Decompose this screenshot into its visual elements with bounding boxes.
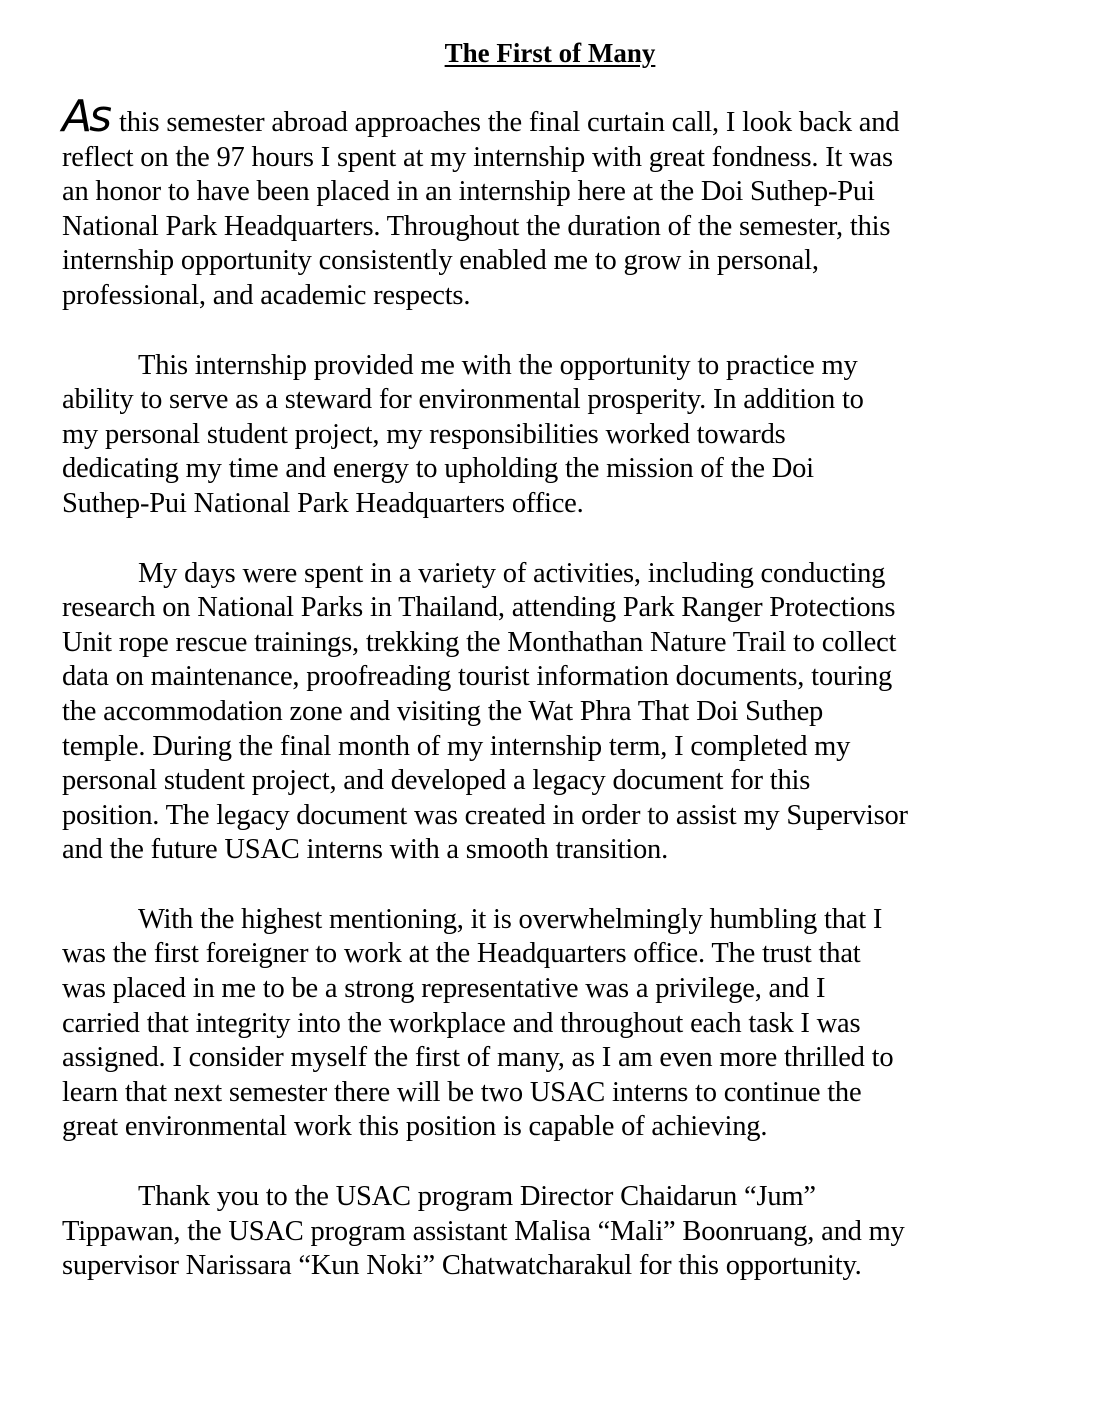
paragraph-line: internship opportunity consistently enabled me to grow in personal, <box>62 245 819 277</box>
paragraph-activities <box>62 557 1052 868</box>
paragraph-line: Suthep-Pui National Park Headquarters office. <box>62 487 584 519</box>
paragraph-line <box>62 91 1052 142</box>
paragraph-line: Thank you to the USAC program Director Chaidarun “Jum” <box>138 1181 816 1213</box>
paragraph-line: carried that integrity into the workplace and throughout each task I was <box>62 1007 861 1039</box>
document-body <box>62 91 1052 1319</box>
paragraph-line: National Park Headquarters. Throughout the duration of the semester, this <box>62 210 891 242</box>
paragraph-line: the accommodation zone and visiting the Wat Phra That Doi Suthep <box>62 695 824 727</box>
paragraph-line: temple. During the final month of my internship term, I completed my <box>62 730 851 762</box>
paragraph-line: My days were spent in a variety of activities, including conducting <box>138 557 886 589</box>
paragraph-line: With the highest mentioning, it is overwhelmingly humbling that I <box>138 903 883 935</box>
document-title: The First of Many <box>444 38 656 68</box>
paragraph-line: personal student project, and developed a legacy document for this <box>62 765 811 797</box>
paragraph-line: Tippawan, the USAC program assistant Malisa “Mali” Boonruang, and my <box>62 1215 905 1247</box>
paragraph-line: learn that next semester there will be two USAC interns to continue the <box>62 1076 862 1108</box>
paragraph-line: This internship provided me with the opportunity to practice my <box>138 349 858 381</box>
paragraph-line: my personal student project, my responsibilities worked towards <box>62 418 786 450</box>
paragraph-line: dedicating my time and energy to upholding the mission of the Doi <box>62 453 814 485</box>
paragraph-line: assigned. I consider myself the first of many, as I am even more thrilled to <box>62 1042 894 1074</box>
paragraph-thanks <box>62 1180 1052 1284</box>
paragraph-line: professional, and academic respects. <box>62 279 471 311</box>
paragraph-line: supervisor Narissara “Kun Noki” Chatwatcharakul for this opportunity. <box>62 1250 862 1282</box>
paragraph-intro <box>62 91 1052 314</box>
line-text: this semester abroad approaches the final curtain call, I look back and <box>119 107 900 138</box>
paragraph-first-foreigner <box>62 903 1052 1145</box>
paragraph-line: an honor to have been placed in an internship here at the Doi Suthep-Pui <box>62 176 875 208</box>
paragraph-line: great environmental work this position is capable of achieving. <box>62 1111 768 1143</box>
paragraph-steward <box>62 349 1052 522</box>
paragraph-line: was placed in me to be a strong representative was a privilege, and I <box>62 973 826 1005</box>
paragraph-line: reflect on the 97 hours I spent at my internship with great fondness. It was <box>62 141 893 173</box>
paragraph-line: and the future USAC interns with a smooth transition. <box>62 834 669 866</box>
paragraph-line: ability to serve as a steward for environmental prosperity. In addition to <box>62 384 864 416</box>
paragraph-line: position. The legacy document was created in order to assist my Supervisor <box>62 799 908 831</box>
paragraph-line: data on maintenance, proofreading tourist information documents, touring <box>62 661 893 693</box>
paragraph-line: research on National Parks in Thailand, attending Park Ranger Protections <box>62 592 896 624</box>
drop-cap: As <box>62 91 110 142</box>
paragraph-line: was the first foreigner to work at the Headquarters office. The trust that <box>62 938 861 970</box>
paragraph-line: Unit rope rescue trainings, trekking the Monthathan Nature Trail to collect <box>62 626 897 658</box>
